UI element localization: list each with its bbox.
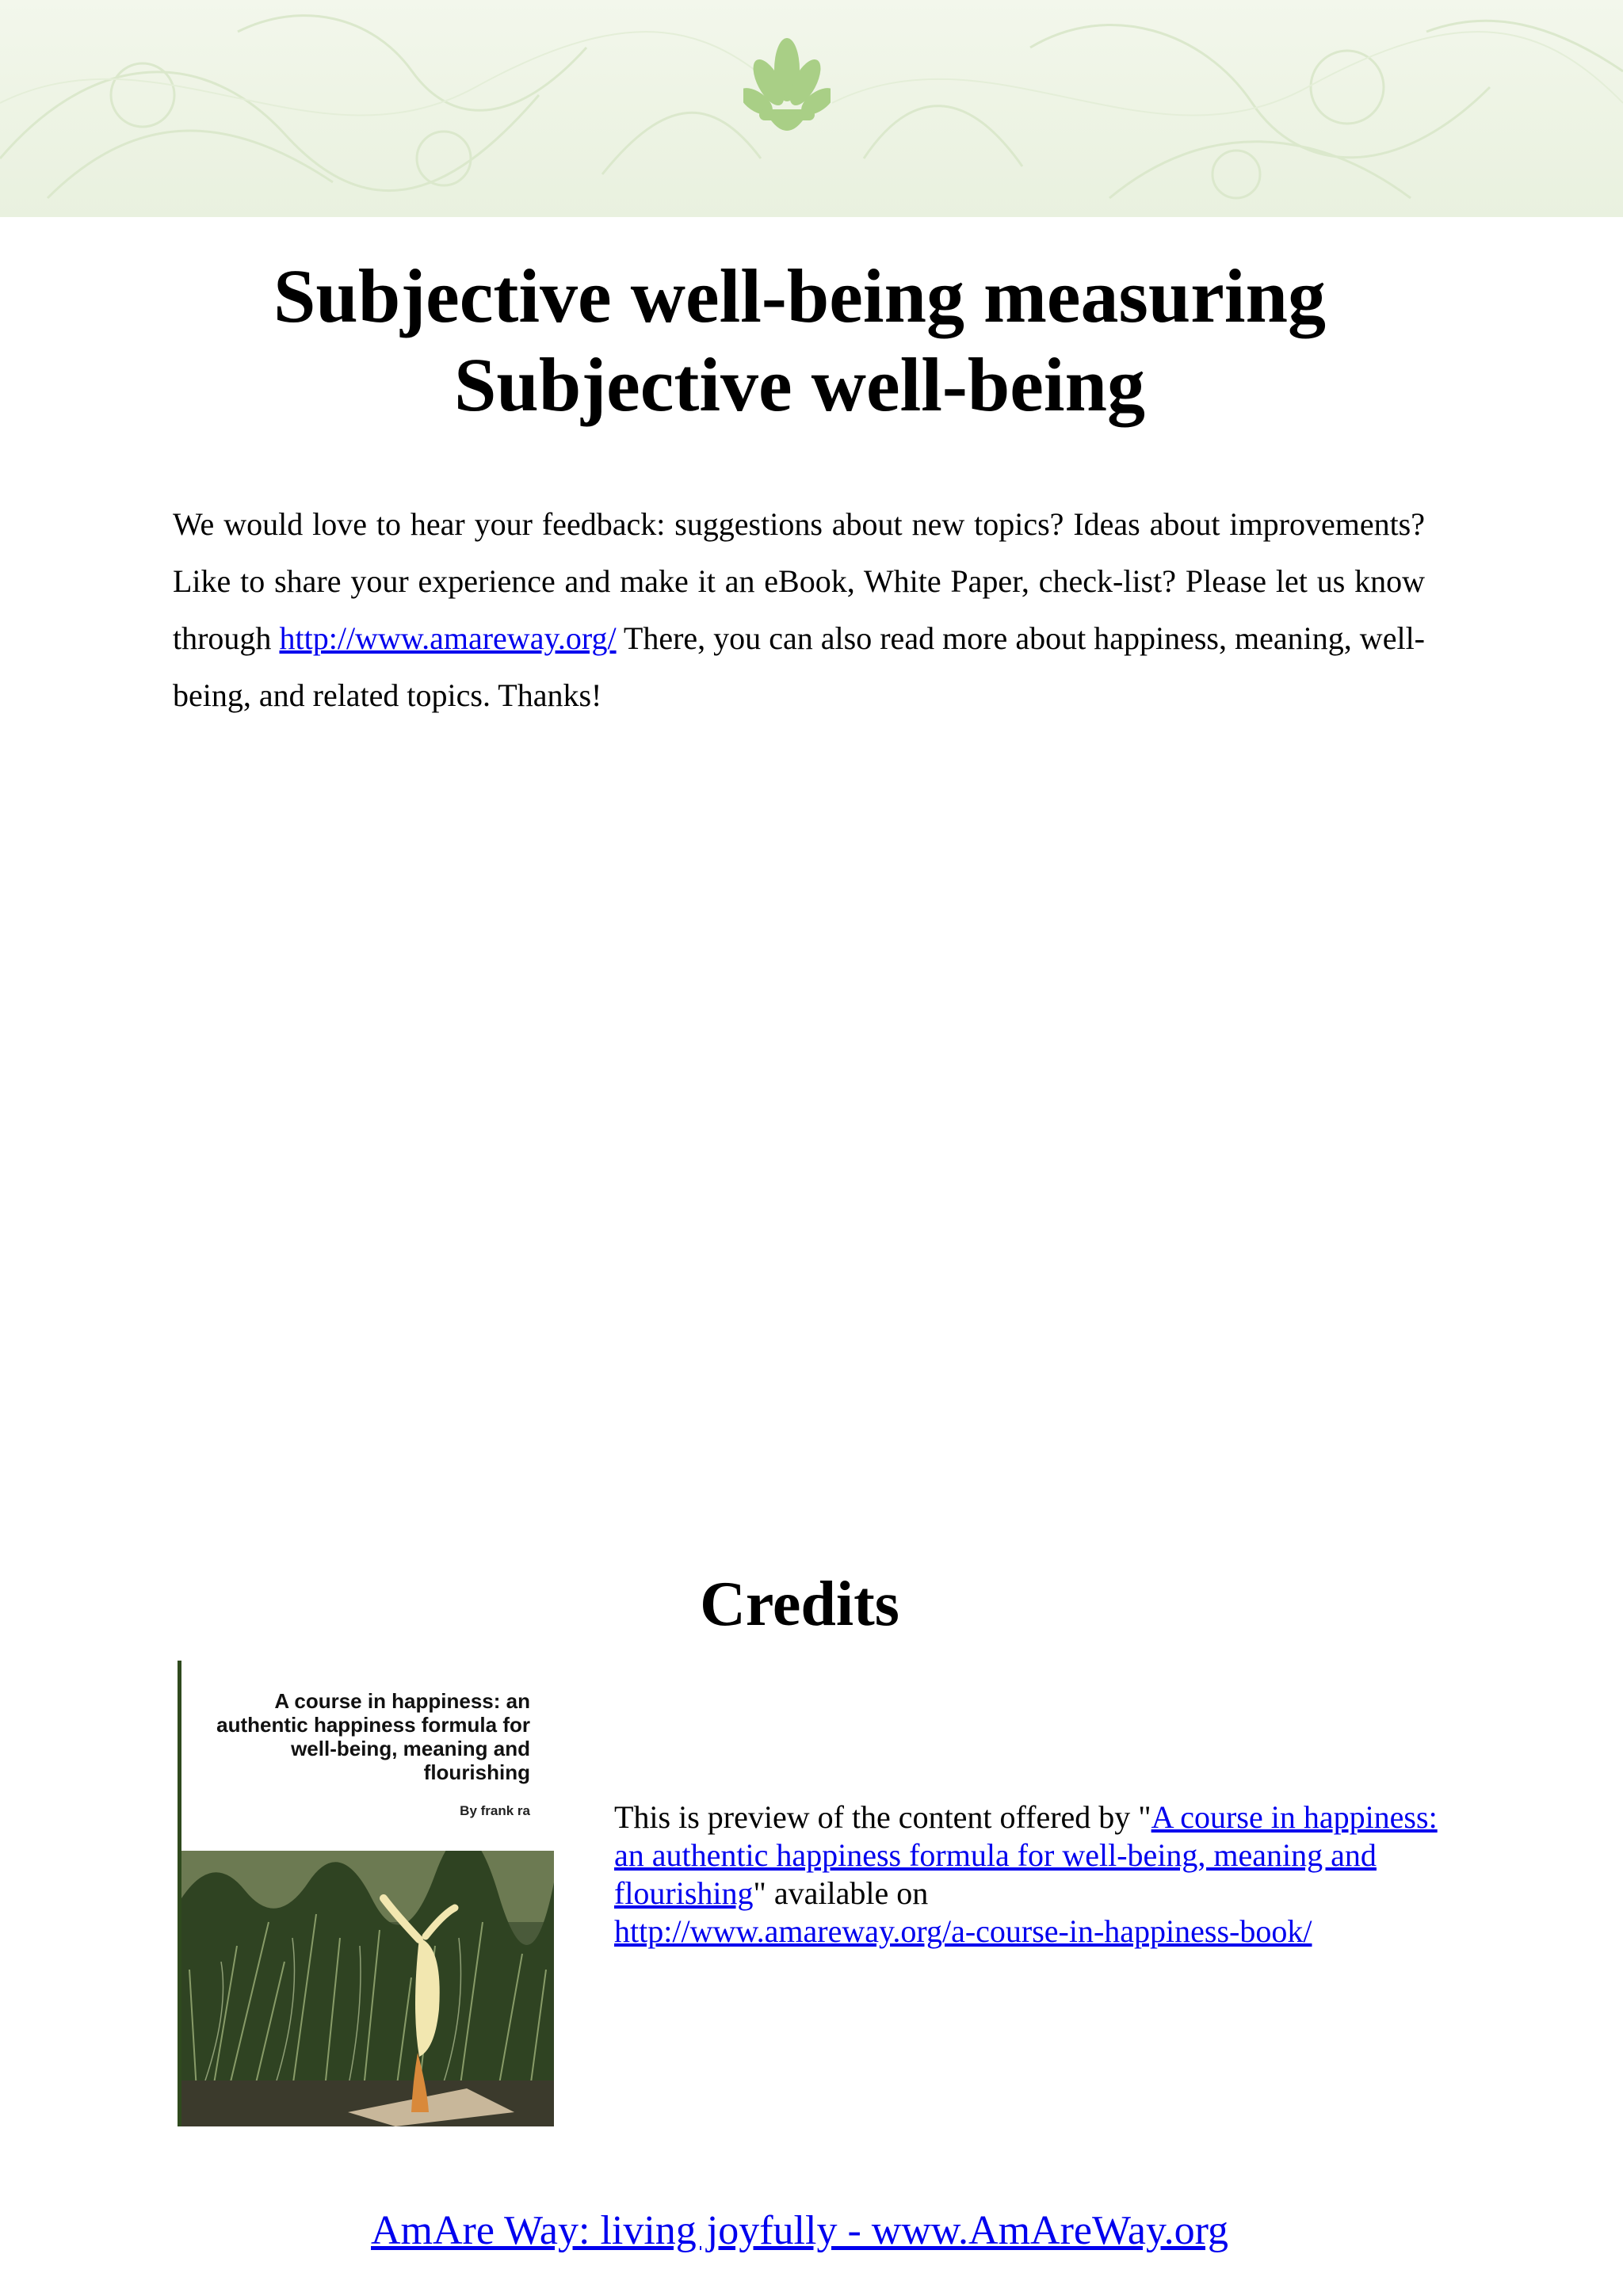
book-cover-image <box>178 1661 554 2126</box>
feedback-paragraph <box>173 496 1425 724</box>
book-cover-author: By frank ra <box>460 1803 530 1818</box>
feedback-text-end: There, you can also read more about happiness, meaning, well-being, and related topics. Thanks! <box>173 620 1425 713</box>
footer <box>0 2206 1599 2256</box>
credits-heading: Credits <box>700 1569 899 1639</box>
page-title-line-1: Subjective well-being measuring <box>273 254 1326 338</box>
book-url-link[interactable]: http://www.amareway.org/a-course-in-happiness-book/ <box>614 1913 1312 1949</box>
page-title-line-2: Subjective well-being <box>454 342 1145 427</box>
book-title-link[interactable]: A course in happiness: an authentic happiness formula for well-being, meaning and flourishing <box>614 1799 1438 1911</box>
footer-link[interactable]: AmAre Way: living joyfully - www.AmAreWay.org <box>371 2208 1228 2253</box>
lotus-icon <box>743 30 831 141</box>
credits-text-middle: " available on <box>753 1875 929 1911</box>
credits-description <box>614 1798 1446 1951</box>
header-banner <box>0 0 1623 217</box>
feedback-text-start: We would love to hear your feedback: suggestions about new topics? Ideas about improvements? Like to share your experience and make it an eBook, White Paper, check-list? Please let us know through <box>173 506 1425 656</box>
credits-text-prefix: This is preview of the content offered by " <box>614 1799 1151 1835</box>
book-cover-photo <box>181 1851 554 2126</box>
amareway-link[interactable]: http://www.amareway.org/ <box>279 620 617 656</box>
book-cover-title: A course in happiness: an authentic happiness formula for well-being, meaning and flourishing <box>216 1689 530 1784</box>
page-title <box>0 252 1599 429</box>
